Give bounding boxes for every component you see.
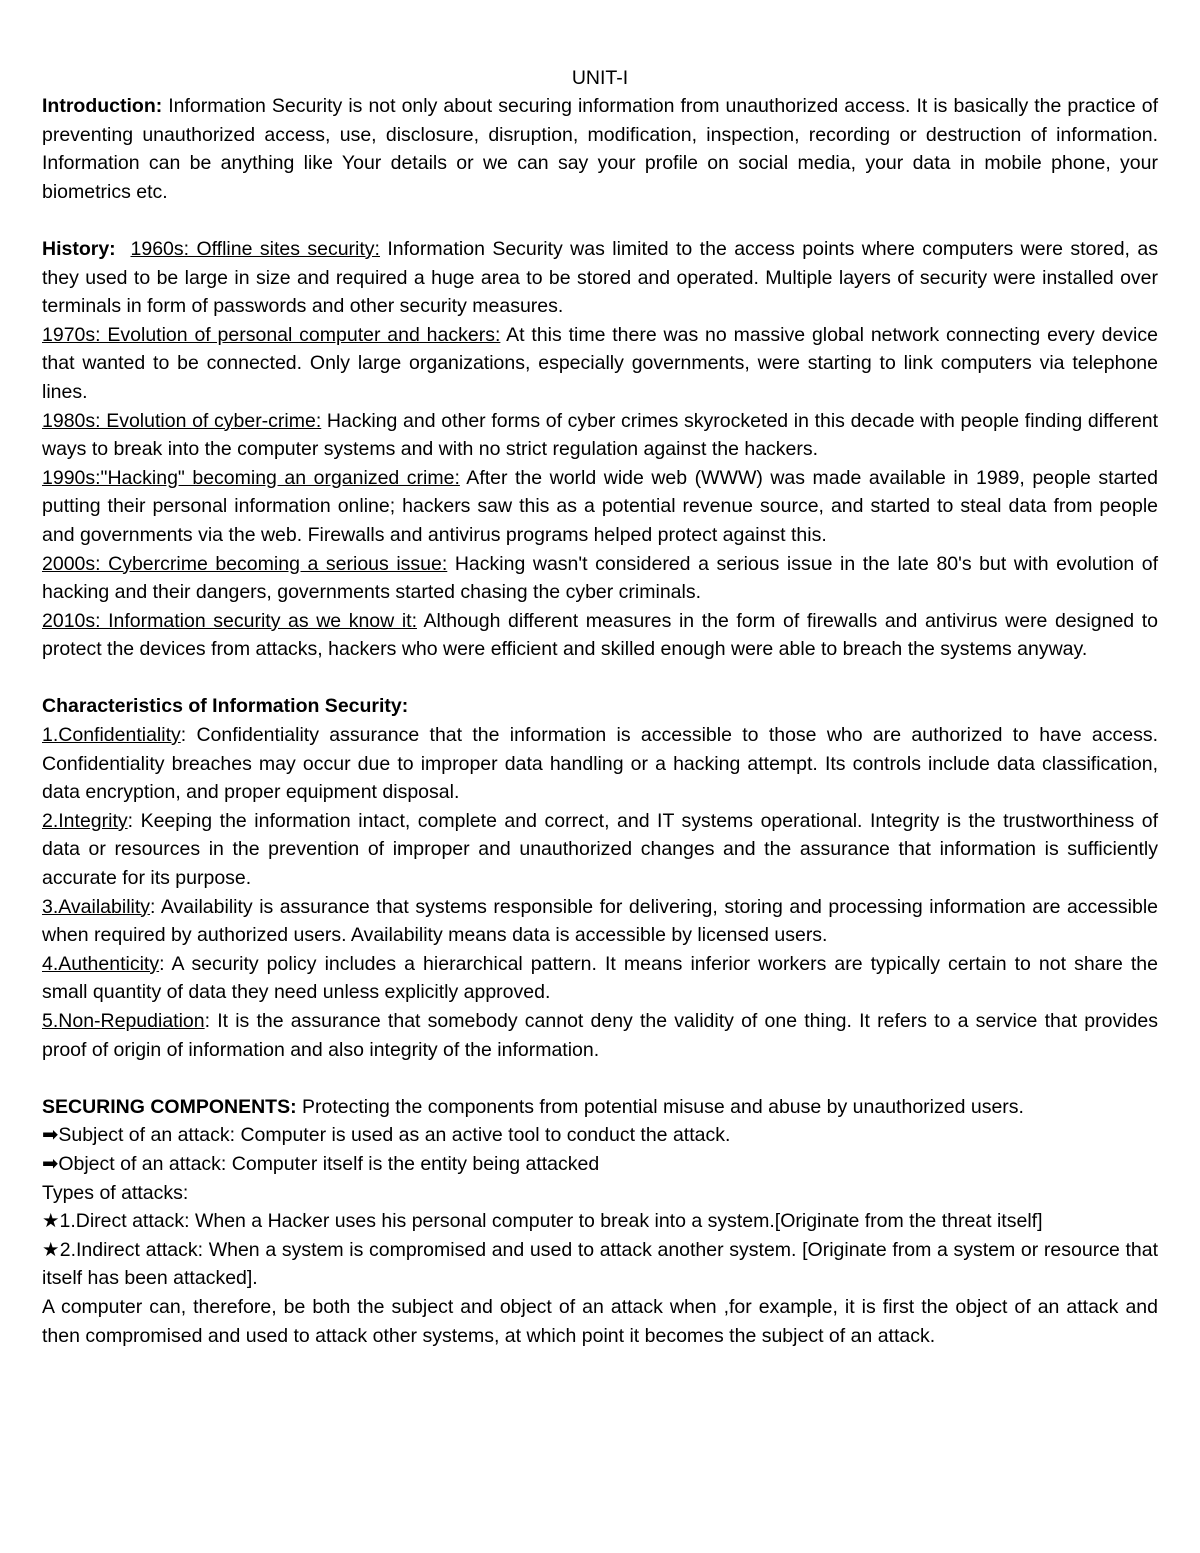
securing-components-text: Protecting the components from potential misuse and abuse by unauthorized users. — [296, 1095, 1024, 1118]
introduction-paragraph — [42, 92, 1158, 206]
characteristic-label: 5.Non-Repudiation — [42, 1010, 205, 1032]
history-item — [42, 321, 1158, 407]
history-item-label: 1980s: Evolution of cyber-crime: — [42, 409, 322, 432]
history-item-label: 2000s: Cybercrime becoming a serious issue: — [42, 552, 448, 575]
characteristic-text: : It is the assurance that somebody cannot deny the validity of one thing. It refers to a service that provides proof of origin of information and also integrity of the information. — [42, 1010, 1158, 1061]
history-item-text: Hacking wasn't considered a serious issue in the late 80's but with evolution of hacking and their dangers, governments started chasing the cyber criminals. — [42, 552, 1158, 604]
characteristics-heading: Characteristics of Information Security: — [42, 695, 409, 718]
characteristic-text: : Confidentiality assurance that the information is accessible to those who are authorized to have access. Confidentiality breaches may occur due to improper data handling or a hacking attempt. Its controls include data classification, data encryption, and proper equipment disposal. — [42, 724, 1158, 804]
history-item-text: Hacking and other forms of cyber crimes skyrocketed in this decade with people finding different ways to break into the computer systems and with no strict regulation against the hackers. — [42, 409, 1158, 461]
introduction-text: Information Security is not only about securing information from unauthorized access. It is basically the practice of preventing unauthorized access, use, disclosure, disruption, modification, inspection, recording or destruction of information. Information can be anything like Your details or we can say your profile on social media, your data in mobile phone, your biometrics etc. — [42, 95, 1158, 203]
history-item — [42, 550, 1158, 607]
characteristic-label: 3.Availability — [42, 895, 151, 918]
types-of-attacks-heading: Types of attacks: — [42, 1181, 189, 1204]
securing-components-paragraph — [42, 1093, 1158, 1122]
history-item-label: 1970s: Evolution of personal computer and hackers: — [42, 323, 501, 346]
arrow-list-item: ➡Object of an attack: Computer itself is the entity being attacked — [42, 1152, 600, 1175]
characteristic-item — [42, 807, 1158, 893]
characteristic-item — [42, 893, 1158, 950]
spacer — [42, 664, 1158, 693]
page-title: UNIT-I — [571, 67, 629, 89]
history-item-label: 1990s:"Hacking" becoming an organized crime: — [42, 466, 460, 489]
characteristic-label: 1.Confidentiality — [42, 724, 181, 747]
history-item-text: Information Security was limited to the access points where computers were stored, as they used to be large in size and required a huge area to be stored and operated. Multiple layers of security were installed over terminals in form of passwords and other security measures. — [42, 237, 1158, 318]
characteristic-text: : A security policy includes a hierarchical pattern. It means inferior workers are typically certain to not share the small quantity of data they need unless explicitly approved. — [42, 952, 1158, 1004]
document-page — [42, 64, 1158, 1350]
history-item — [42, 607, 1158, 664]
history-heading: History: — [42, 237, 116, 260]
attack-type-item: ★2.Indirect attack: When a system is compromised and used to attack another system. [Originate from a system or resource that itself has been attacked]. — [42, 1238, 1158, 1290]
attack-type-item: ★1.Direct attack: When a Hacker uses his personal computer to break into a system.[Originate from the threat itself] — [42, 1210, 1043, 1233]
securing-components-heading: SECURING COMPONENTS: — [42, 1095, 297, 1118]
characteristic-item — [42, 721, 1158, 807]
history-item-label: 2010s: Information security as we know it: — [42, 609, 417, 632]
history-item-text: After the world wide web (WWW) was made available in 1989, people started putting their personal information online; hackers saw this as a potential revenue source, and started to steal data from people and governments via the web. Firewalls and antivirus programs helped protect against this. — [42, 466, 1158, 546]
history-item — [42, 464, 1158, 550]
characteristic-item — [42, 1007, 1158, 1064]
history-item — [42, 235, 1158, 321]
history-item-text: At this time there was no massive global network connecting every device that wanted to be connected. Only large organizations, especially governments, were starting to link computers via telephone lines. — [42, 323, 1158, 403]
conclusion-paragraph: A computer can, therefore, be both the subject and object of an attack when ,for example, it is first the object of an attack and then compromised and used to attack other systems, at which point it becomes the subject of an attack. — [42, 1295, 1158, 1347]
arrow-list-item: ➡Subject of an attack: Computer is used as an active tool to conduct the attack. — [42, 1124, 731, 1147]
history-item-text: Although different measures in the form of firewalls and antivirus were designed to protect the devices from attacks, hackers who were efficient and skilled enough were able to breach the systems anyway. — [42, 609, 1158, 661]
spacer — [42, 206, 1158, 235]
spacer — [42, 1064, 1158, 1093]
characteristic-text: : Keeping the information intact, complete and correct, and IT systems operational. Integrity is the trustworthiness of data or resources in the prevention of improper and unauthorized changes and the assurance that information is sufficiently accurate for its purpose. — [42, 809, 1158, 890]
characteristic-label: 2.Integrity — [42, 809, 128, 832]
history-item — [42, 407, 1158, 464]
characteristics-heading-line — [42, 692, 1158, 721]
introduction-heading: Introduction: — [42, 95, 163, 117]
history-item-label: 1960s: Offline sites security: — [130, 237, 380, 260]
characteristic-text: : Availability is assurance that systems responsible for delivering, storing and processing information are accessible when required by authorized users. Availability means data is accessible by licensed users. — [42, 895, 1158, 947]
characteristic-label: 4.Authenticity — [42, 952, 160, 975]
characteristic-item — [42, 950, 1158, 1007]
